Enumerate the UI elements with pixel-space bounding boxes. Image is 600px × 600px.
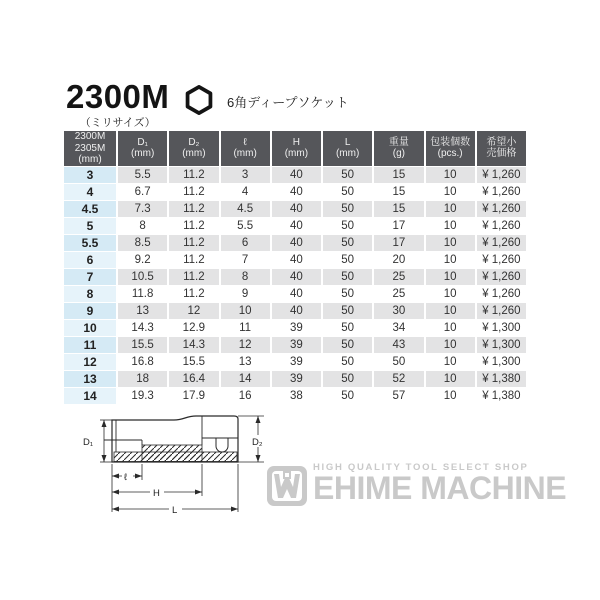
column-header: 重量 (g) (374, 131, 423, 166)
value-cell: 10 (426, 337, 475, 353)
value-cell: 50 (323, 184, 372, 200)
value-cell: 50 (323, 269, 372, 285)
table-row (64, 320, 526, 336)
value-cell: 11.2 (169, 235, 218, 251)
size-cell: 8 (64, 286, 116, 302)
table-row (64, 269, 526, 285)
size-cell: 12 (64, 354, 116, 370)
value-cell: ¥ 1,300 (477, 354, 526, 370)
value-cell: ¥ 1,380 (477, 371, 526, 387)
value-cell: 50 (323, 218, 372, 234)
value-cell: 10 (426, 201, 475, 217)
hatch-band-mid (142, 445, 202, 462)
value-cell: 40 (272, 269, 321, 285)
value-cell: ¥ 1,260 (477, 201, 526, 217)
table-row (64, 218, 526, 234)
d2-label: D₂ (252, 437, 263, 448)
value-cell: 40 (272, 167, 321, 183)
column-header: 希望小 売価格 (477, 131, 526, 166)
value-cell: 4 (221, 184, 270, 200)
value-cell: ¥ 1,260 (477, 218, 526, 234)
table-row (64, 184, 526, 200)
shop-tagline: HIGH QUALITY TOOL SELECT SHOP (313, 462, 529, 473)
model-note: （ミリサイズ） (79, 117, 156, 129)
size-cell: 6 (64, 252, 116, 268)
value-cell: 10 (426, 184, 475, 200)
value-cell: 17 (374, 235, 423, 251)
value-cell: 3 (221, 167, 270, 183)
value-cell: 6.7 (118, 184, 167, 200)
value-cell: 16.8 (118, 354, 167, 370)
value-cell: 12 (221, 337, 270, 353)
value-cell: 6 (221, 235, 270, 251)
value-cell: 39 (272, 320, 321, 336)
value-cell: 10 (426, 269, 475, 285)
value-cell: 10 (426, 252, 475, 268)
value-cell: 7 (221, 252, 270, 268)
value-cell: 5.5 (221, 218, 270, 234)
value-cell: 50 (374, 354, 423, 370)
table-row (64, 252, 526, 268)
value-cell: ¥ 1,300 (477, 337, 526, 353)
table-row (64, 303, 526, 319)
value-cell: 10 (426, 235, 475, 251)
value-cell: ¥ 1,260 (477, 303, 526, 319)
table-row (64, 235, 526, 251)
size-cell: 9 (64, 303, 116, 319)
value-cell: ¥ 1,300 (477, 320, 526, 336)
value-cell: 11.2 (169, 286, 218, 302)
value-cell: 30 (374, 303, 423, 319)
value-cell: 40 (272, 303, 321, 319)
value-cell: 11.2 (169, 269, 218, 285)
size-cell: 10 (64, 320, 116, 336)
value-cell: 8.5 (118, 235, 167, 251)
value-cell: 39 (272, 354, 321, 370)
value-cell: 10 (221, 303, 270, 319)
shop-name: EHIME MACHINE (313, 470, 567, 506)
value-cell: 17.9 (169, 388, 218, 404)
value-cell: 11.2 (169, 184, 218, 200)
model-number: 2300M (66, 78, 170, 115)
value-cell: 13 (221, 354, 270, 370)
value-cell: 50 (323, 252, 372, 268)
value-cell: 10 (426, 218, 475, 234)
value-cell: 20 (374, 252, 423, 268)
value-cell: 16 (221, 388, 270, 404)
value-cell: 8 (221, 269, 270, 285)
l-big-label: L (172, 505, 178, 516)
value-cell: 9.2 (118, 252, 167, 268)
value-cell: 15.5 (118, 337, 167, 353)
value-cell: 40 (272, 184, 321, 200)
value-cell: 50 (323, 354, 372, 370)
value-cell: 50 (323, 303, 372, 319)
l-small-label: ℓ (124, 472, 128, 483)
d1-label: D₁ (83, 437, 94, 448)
value-cell: 11.2 (169, 167, 218, 183)
column-header: 2300M 2305M (mm) (64, 131, 116, 166)
size-cell: 5 (64, 218, 116, 234)
value-cell: 50 (323, 201, 372, 217)
table-row (64, 201, 526, 217)
size-cell: 7 (64, 269, 116, 285)
value-cell: 52 (374, 371, 423, 387)
value-cell: ¥ 1,260 (477, 252, 526, 268)
column-header: H (mm) (272, 131, 321, 166)
value-cell: 10 (426, 320, 475, 336)
value-cell: 12.9 (169, 320, 218, 336)
table-header-row (64, 131, 526, 166)
value-cell: 50 (323, 167, 372, 183)
value-cell: 5.5 (118, 167, 167, 183)
value-cell: 7.3 (118, 201, 167, 217)
value-cell: 15 (374, 184, 423, 200)
table-body (64, 167, 526, 404)
value-cell: 10 (426, 354, 475, 370)
column-header: L (mm) (323, 131, 372, 166)
size-cell: 3 (64, 167, 116, 183)
value-cell: ¥ 1,260 (477, 167, 526, 183)
column-header: ℓ (mm) (221, 131, 270, 166)
column-header: D₁ (mm) (118, 131, 167, 166)
value-cell: 38 (272, 388, 321, 404)
value-cell: 10 (426, 371, 475, 387)
value-cell: 16.4 (169, 371, 218, 387)
value-cell: 11.8 (118, 286, 167, 302)
column-header: D₂ (mm) (169, 131, 218, 166)
value-cell: ¥ 1,260 (477, 286, 526, 302)
value-cell: ¥ 1,260 (477, 235, 526, 251)
shop-logo-icon (266, 465, 308, 507)
value-cell: 40 (272, 201, 321, 217)
size-cell: 11 (64, 337, 116, 353)
value-cell: ¥ 1,260 (477, 269, 526, 285)
value-cell: 10 (426, 167, 475, 183)
value-cell: 15 (374, 201, 423, 217)
table-row (64, 354, 526, 370)
value-cell: 12 (169, 303, 218, 319)
value-cell: 34 (374, 320, 423, 336)
size-cell: 13 (64, 371, 116, 387)
value-cell: 50 (323, 286, 372, 302)
value-cell: 25 (374, 269, 423, 285)
size-cell: 14 (64, 388, 116, 404)
value-cell: 40 (272, 218, 321, 234)
value-cell: 57 (374, 388, 423, 404)
value-cell: 50 (323, 320, 372, 336)
value-cell: 43 (374, 337, 423, 353)
value-cell: 10 (426, 286, 475, 302)
value-cell: 11.2 (169, 252, 218, 268)
value-cell: ¥ 1,380 (477, 388, 526, 404)
value-cell: 13 (118, 303, 167, 319)
value-cell: 14.3 (118, 320, 167, 336)
value-cell: 18 (118, 371, 167, 387)
value-cell: 9 (221, 286, 270, 302)
size-cell: 5.5 (64, 235, 116, 251)
column-header: 包装個数 (pcs.) (426, 131, 475, 166)
value-cell: 50 (323, 388, 372, 404)
value-cell: 15 (374, 167, 423, 183)
value-cell: 11.2 (169, 201, 218, 217)
table-row (64, 371, 526, 387)
table-row (64, 167, 526, 183)
value-cell: 19.3 (118, 388, 167, 404)
value-cell: 10 (426, 388, 475, 404)
h-label: H (153, 488, 160, 499)
value-cell: 10.5 (118, 269, 167, 285)
value-cell: 40 (272, 252, 321, 268)
value-cell: 14.3 (169, 337, 218, 353)
value-cell: 39 (272, 371, 321, 387)
value-cell: 50 (323, 371, 372, 387)
shop-watermark (266, 463, 566, 507)
spec-table (62, 130, 528, 405)
value-cell: 39 (272, 337, 321, 353)
product-type-label: 6角ディープソケット (227, 95, 349, 110)
value-cell: 11 (221, 320, 270, 336)
value-cell: 50 (323, 235, 372, 251)
value-cell: 40 (272, 286, 321, 302)
value-cell: 15.5 (169, 354, 218, 370)
value-cell: 40 (272, 235, 321, 251)
value-cell: 14 (221, 371, 270, 387)
value-cell: 25 (374, 286, 423, 302)
value-cell: 10 (426, 303, 475, 319)
size-cell: 4.5 (64, 201, 116, 217)
value-cell: 50 (323, 337, 372, 353)
size-cell: 4 (64, 184, 116, 200)
table-row (64, 286, 526, 302)
value-cell: ¥ 1,260 (477, 184, 526, 200)
value-cell: 4.5 (221, 201, 270, 217)
value-cell: 17 (374, 218, 423, 234)
table-row (64, 337, 526, 353)
value-cell: 8 (118, 218, 167, 234)
value-cell: 11.2 (169, 218, 218, 234)
title-block (66, 80, 169, 130)
hexagon-icon (184, 85, 214, 115)
